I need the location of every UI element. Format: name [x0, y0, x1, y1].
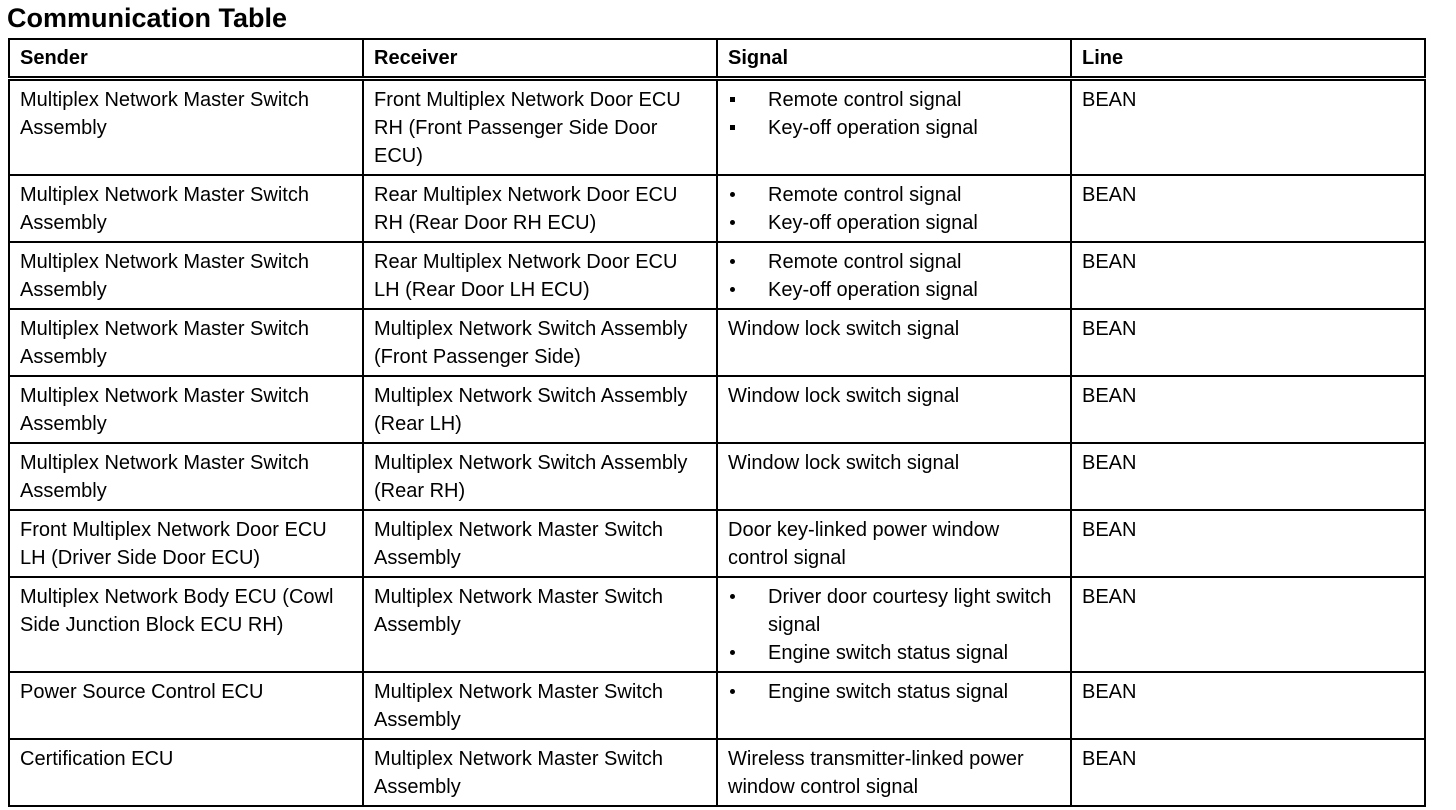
signal-list-item	[728, 181, 1060, 209]
signal-text: Window lock switch signal	[728, 318, 960, 340]
table-row	[9, 242, 1425, 309]
cell-line: BEAN	[1071, 510, 1425, 577]
cell-line: BEAN	[1071, 739, 1425, 806]
cell-line: BEAN	[1071, 577, 1425, 672]
signal-text: Wireless transmitter-linked power window control signal	[728, 748, 1024, 798]
communication-table	[8, 38, 1426, 807]
cell-receiver: Multiplex Network Switch Assembly (Rear RH)	[363, 443, 717, 510]
cell-receiver: Multiplex Network Master Switch Assembly	[363, 739, 717, 806]
cell-sender: Power Source Control ECU	[9, 672, 363, 739]
signal-text: Remote control signal	[768, 251, 962, 273]
cell-line: BEAN	[1071, 672, 1425, 739]
cell-sender: Front Multiplex Network Door ECU LH (Driver Side Door ECU)	[9, 510, 363, 577]
signal-list	[728, 248, 1060, 304]
signal-text: Window lock switch signal	[728, 385, 960, 407]
table-row	[9, 739, 1425, 806]
signal-text: Door key-linked power window control signal	[728, 519, 1000, 569]
table-row	[9, 577, 1425, 672]
table-row	[9, 510, 1425, 577]
cell-line: BEAN	[1071, 79, 1425, 176]
cell-sender: Multiplex Network Master Switch Assembly	[9, 242, 363, 309]
cell-line: BEAN	[1071, 443, 1425, 510]
signal-list-item	[728, 639, 1060, 667]
cell-sender: Multiplex Network Master Switch Assembly	[9, 79, 363, 176]
cell-signal	[717, 577, 1071, 672]
table-body	[9, 79, 1425, 807]
signal-list	[728, 583, 1060, 667]
cell-receiver: Multiplex Network Master Switch Assembly	[363, 672, 717, 739]
cell-receiver: Front Multiplex Network Door ECU RH (Front Passenger Side Door ECU)	[363, 79, 717, 176]
signal-text: Remote control signal	[768, 184, 962, 206]
signal-list-item	[728, 86, 1060, 114]
signal-list-item	[728, 114, 1060, 142]
cell-sender: Multiplex Network Body ECU (Cowl Side Junction Block ECU RH)	[9, 577, 363, 672]
cell-receiver: Multiplex Network Master Switch Assembly	[363, 510, 717, 577]
signal-list-item	[728, 248, 1060, 276]
cell-signal	[717, 376, 1071, 443]
cell-sender: Multiplex Network Master Switch Assembly	[9, 376, 363, 443]
signal-list-item	[728, 276, 1060, 304]
page-title: Communication Table	[7, 3, 288, 33]
cell-sender: Multiplex Network Master Switch Assembly	[9, 309, 363, 376]
signal-list	[728, 678, 1060, 706]
cell-signal	[717, 79, 1071, 176]
signal-text: Window lock switch signal	[728, 452, 960, 474]
cell-receiver: Multiplex Network Switch Assembly (Rear LH)	[363, 376, 717, 443]
header-line: Line	[1071, 39, 1425, 79]
signal-text: Key-off operation signal	[768, 212, 978, 234]
signal-text: Engine switch status signal	[768, 681, 1009, 703]
header-receiver: Receiver	[363, 39, 717, 79]
table-row	[9, 309, 1425, 376]
cell-signal	[717, 510, 1071, 577]
signal-text: Remote control signal	[768, 89, 962, 111]
cell-signal	[717, 309, 1071, 376]
header-signal: Signal	[717, 39, 1071, 79]
cell-line: BEAN	[1071, 242, 1425, 309]
signal-text: Driver door courtesy light switch signal	[768, 586, 1052, 636]
table-header-row	[9, 39, 1425, 79]
table-row	[9, 175, 1425, 242]
signal-text: Key-off operation signal	[768, 117, 978, 139]
cell-line: BEAN	[1071, 309, 1425, 376]
signal-list	[728, 86, 1060, 142]
table-row	[9, 443, 1425, 510]
cell-sender: Certification ECU	[9, 739, 363, 806]
signal-text: Key-off operation signal	[768, 279, 978, 301]
cell-receiver: Multiplex Network Master Switch Assembly	[363, 577, 717, 672]
signal-list-item	[728, 583, 1060, 639]
header-sender: Sender	[9, 39, 363, 79]
signal-text: Engine switch status signal	[768, 642, 1009, 664]
cell-signal	[717, 242, 1071, 309]
signal-list-item	[728, 678, 1060, 706]
cell-signal	[717, 175, 1071, 242]
table-row	[9, 79, 1425, 176]
cell-signal	[717, 443, 1071, 510]
cell-line: BEAN	[1071, 175, 1425, 242]
signal-list	[728, 181, 1060, 237]
cell-sender: Multiplex Network Master Switch Assembly	[9, 175, 363, 242]
cell-receiver: Rear Multiplex Network Door ECU LH (Rear Door LH ECU)	[363, 242, 717, 309]
table-row	[9, 376, 1425, 443]
table-row	[9, 672, 1425, 739]
cell-sender: Multiplex Network Master Switch Assembly	[9, 443, 363, 510]
cell-signal	[717, 672, 1071, 739]
cell-receiver: Rear Multiplex Network Door ECU RH (Rear Door RH ECU)	[363, 175, 717, 242]
cell-line: BEAN	[1071, 376, 1425, 443]
cell-signal	[717, 739, 1071, 806]
cell-receiver: Multiplex Network Switch Assembly (Front Passenger Side)	[363, 309, 717, 376]
signal-list-item	[728, 209, 1060, 237]
